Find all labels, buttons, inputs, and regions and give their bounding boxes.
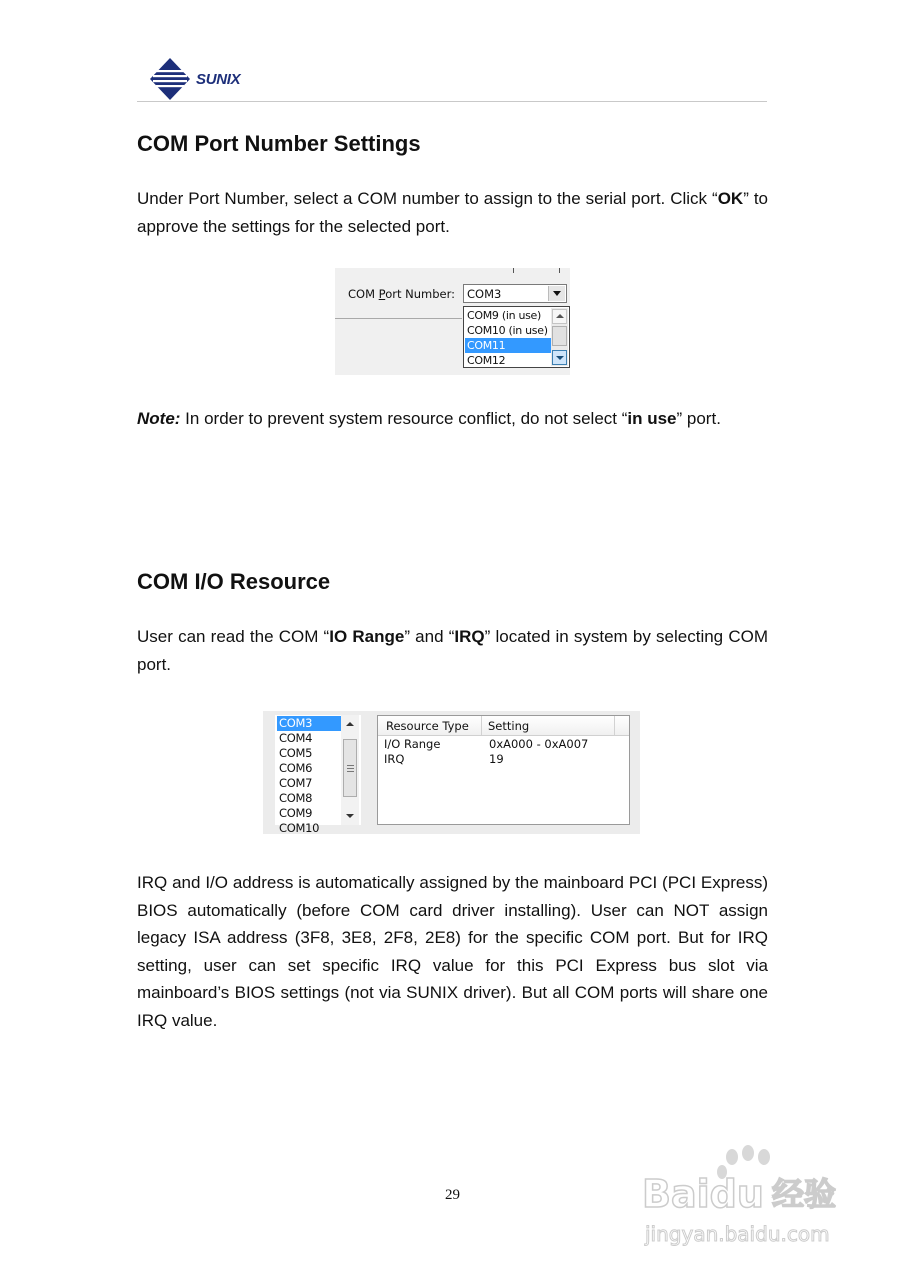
com-port-list[interactable] (275, 715, 361, 835)
section1-paragraph: Under Port Number, select a COM number to assign to the serial port. Click “OK” to approve the settings for the selected port. (137, 189, 769, 236)
list-item[interactable]: COM12 (467, 354, 506, 367)
list-item[interactable]: COM6 (279, 761, 313, 775)
section-title-com-port-number: COM Port Number Settings (137, 131, 421, 156)
scroll-up-icon[interactable] (342, 717, 358, 731)
ruler-tick (559, 268, 560, 273)
list-item[interactable]: COM8 (279, 791, 313, 805)
list-item[interactable]: COM10 (279, 821, 320, 835)
column-divider[interactable] (481, 716, 482, 735)
combobox-value: COM3 (467, 287, 502, 301)
column-header-setting[interactable]: Setting (488, 719, 530, 733)
header-divider (137, 101, 767, 102)
list-item-selected[interactable]: COM3 (277, 716, 341, 731)
dropdown-scrollbar[interactable] (551, 308, 568, 366)
list-item-selected[interactable]: COM11 (465, 338, 553, 353)
note-label: Note: (137, 409, 181, 428)
resource-table (377, 715, 630, 825)
section2-explanation-paragraph: IRQ and I/O address is automatically assigned by the mainboard PCI (PCI Express) BIOS automatically (before COM card driver installing). User can NOT assign legacy ISA address (3F8, 3E8, 2F8, 2E8) for the specific COM port. But for IRQ setting, user can set specific IRQ value for this PCI Express bus slot via mainboard’s BIOS settings (not via SUNIX driver). But all COM ports will share one IRQ value. (137, 873, 768, 1030)
scroll-thumb[interactable] (552, 326, 567, 346)
column-divider[interactable] (614, 716, 615, 735)
section2-paragraph: User can read the COM “IO Range” and “IRQ” located in system by selecting COM port. (137, 627, 768, 674)
baidu-watermark (640, 1145, 855, 1250)
dialog-separator (335, 318, 462, 319)
watermark-cn: 经验 (772, 1175, 837, 1213)
list-item[interactable]: COM4 (279, 731, 313, 745)
table-cell-type: IRQ (384, 752, 405, 766)
ruler-tick (513, 268, 514, 273)
chevron-down-icon[interactable] (548, 286, 565, 301)
grip-line (347, 768, 354, 769)
table-cell-type: I/O Range (384, 737, 441, 751)
com-port-dropdown-list[interactable] (463, 306, 570, 368)
list-item[interactable]: COM7 (279, 776, 313, 790)
table-cell-setting: 19 (489, 752, 504, 766)
watermark-brand: Baidu (642, 1172, 764, 1216)
scroll-up-icon[interactable] (552, 309, 567, 324)
page-number: 29 (445, 1187, 460, 1203)
watermark-url: jingyan.baidu.com (645, 1222, 830, 1246)
com-port-number-label: COM Port Number: (348, 287, 456, 301)
resource-table-header (378, 716, 629, 736)
scroll-thumb[interactable] (343, 739, 357, 797)
column-header-resource-type[interactable]: Resource Type (386, 719, 469, 733)
logo-text: SUNIX (196, 71, 241, 88)
list-item[interactable]: COM9 (279, 806, 313, 820)
list-item[interactable]: COM10 (in use) (467, 324, 548, 337)
com-port-combobox[interactable] (463, 284, 567, 303)
com-io-resource-screenshot (263, 711, 640, 834)
scroll-down-icon[interactable] (342, 809, 358, 823)
list-item[interactable]: COM5 (279, 746, 313, 760)
table-cell-setting: 0xA000 - 0xA007 (489, 737, 589, 751)
section-title-com-io-resource: COM I/O Resource (137, 569, 331, 594)
scroll-down-icon[interactable] (552, 350, 567, 365)
grip-line (347, 765, 354, 766)
grip-line (347, 771, 354, 772)
list-item[interactable]: COM9 (in use) (467, 309, 542, 322)
port-list-scrollbar[interactable] (341, 715, 359, 825)
note-text: Note: In order to prevent system resource conflict, do not select “in use” port. (137, 409, 721, 428)
com-port-number-screenshot (335, 268, 570, 375)
